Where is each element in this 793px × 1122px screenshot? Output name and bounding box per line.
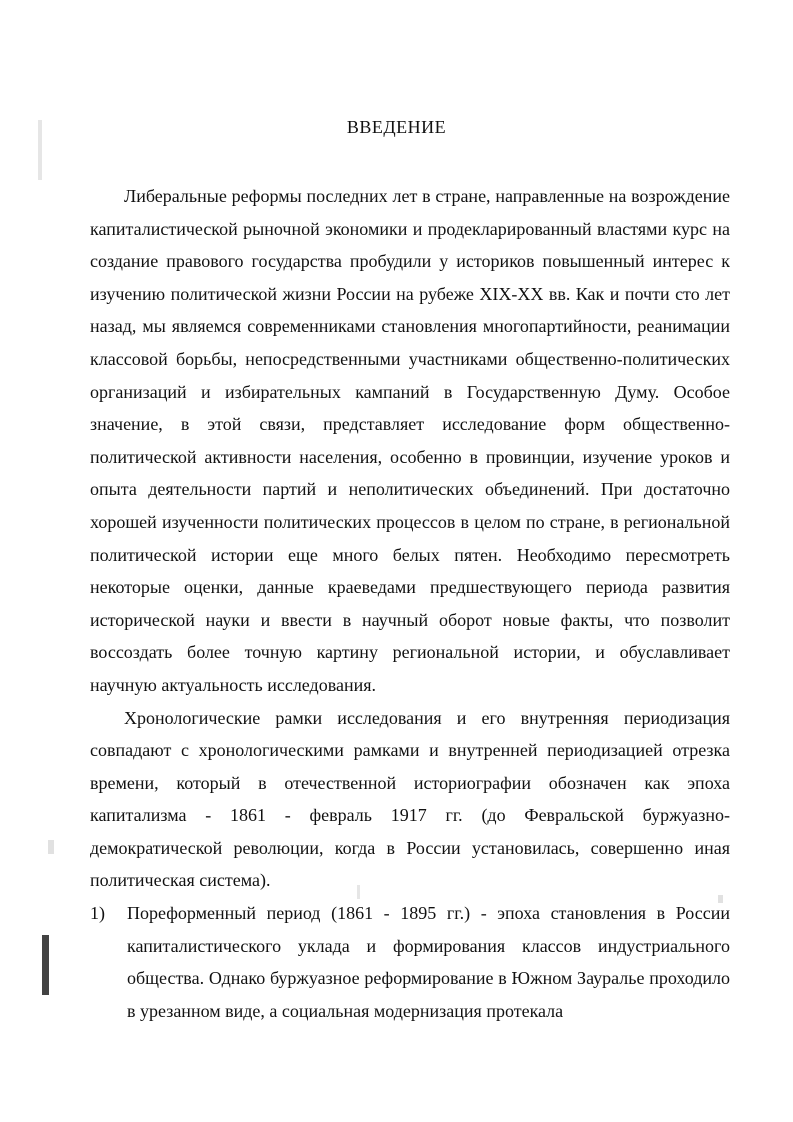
list-item [90, 897, 730, 1027]
body-text [90, 180, 730, 1027]
list-item-number: 1) [90, 903, 105, 924]
scan-speck [42, 935, 49, 995]
paragraph-2: Хронологические рамки исследования и его внутренняя периодизация совпадают с хронологическими рамками и внутренней периодизацией отрезка времени, который в отечественной историографии обозначен как эпоха капитализма - 1861 - февраль 1917 гг. (до Февральской буржуазно-демократической революции, когда в России установилась, совершенно иная политическая система). [90, 707, 730, 891]
list-item-text: Пореформенный период (1861 - 1895 гг.) - эпоха становления в России капиталистического уклада и формирования классов индустриального общества. Однако буржуазное реформирование в Южном Зауралье проходило в урезанном виде, а социальная модернизация протекала [127, 903, 730, 1021]
page-title: ВВЕДЕНИЕ [346, 117, 447, 137]
scan-speck [48, 840, 54, 854]
paragraph-1: Либеральные реформы последних лет в стране, направленные на возрождение капиталистической рыночной экономики и продекларированный властями курс на создание правового государства пробудили у историков повышенный интерес к изучению политической жизни России на рубеже XIX-XX вв. Как и почти сто лет назад, мы являемся современниками становления многопартийности, реанимации классовой борьбы, непосредственными участниками общественно-политических организаций и избирательных кампаний в Государственную Думу. Особое значение, в этой связи, представляет исследование форм общественно-политической активности населения, особенно в провинции, изучение уроков и опыта деятельности партий и неполитических объединений. При достаточно хорошей изученности политических процессов в целом по стране, в региональной политической истории еще много белых пятен. Необходимо пересмотреть некоторые оценки, данные краеведами предшествующего периода развития исторической науки и ввести в научный оборот новые факты, что позволит воссоздать более точную картину региональной истории, и обуславливает научную актуальность исследования. [90, 186, 730, 695]
